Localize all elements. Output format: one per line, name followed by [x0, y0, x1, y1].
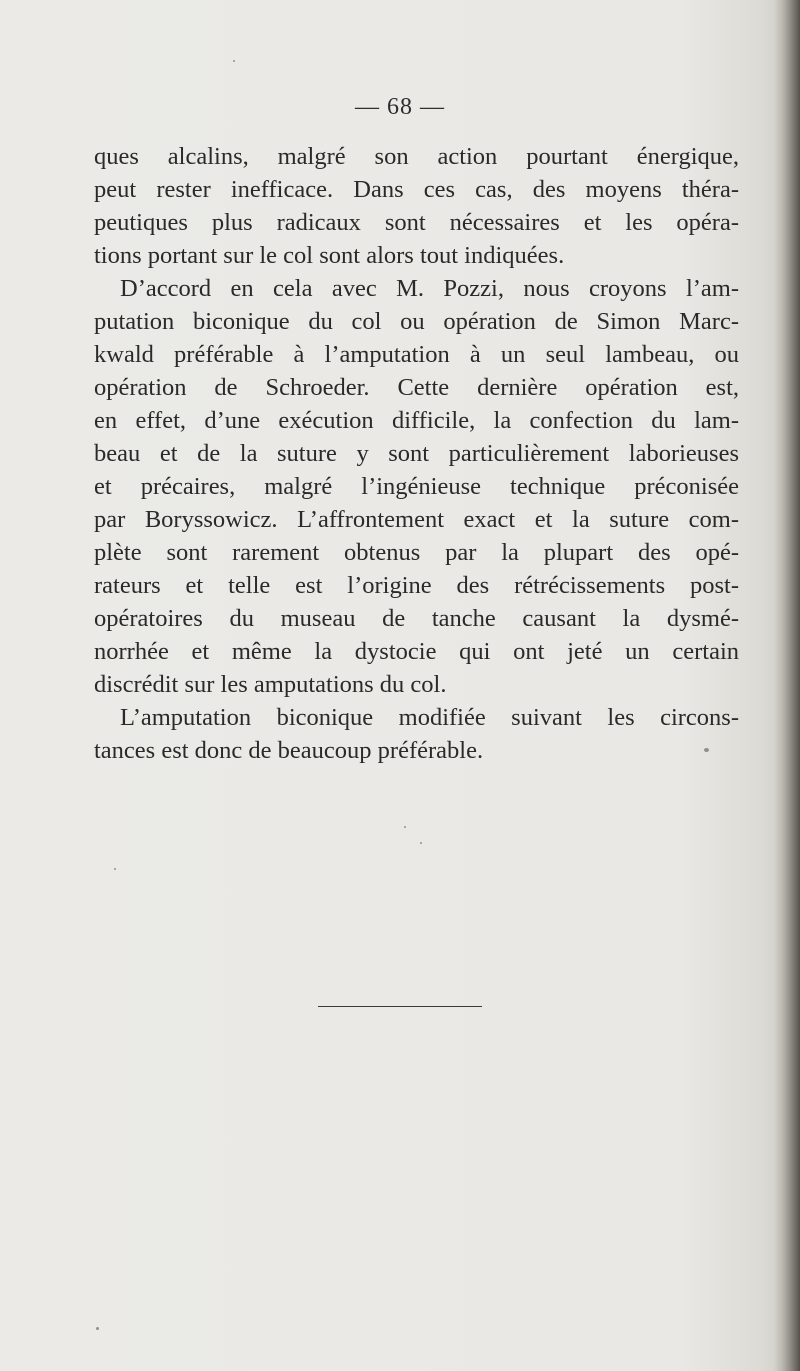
scan-speck	[704, 748, 709, 752]
text-line: tions portant sur le col sont alors tout indiquées.	[94, 242, 565, 269]
text-line: beau et de la suture y sont particulièrement laborieuses	[94, 440, 739, 467]
text-line: par Boryssowicz. L’affrontement exact et la suture com-	[94, 506, 739, 533]
scan-speck	[420, 842, 422, 844]
text-line: rateurs et telle est l’origine des rétrécissements post-	[94, 572, 739, 599]
text-line: tances est donc de beaucoup préférable.	[94, 737, 484, 764]
text-line: opératoires du museau de tanche causant la dysmé-	[94, 605, 739, 632]
binding-edge	[774, 0, 800, 1371]
text-line: discrédit sur les amputations du col.	[94, 671, 447, 698]
text-line: kwald préférable à l’amputation à un seul lambeau, ou	[94, 341, 739, 368]
text-line: peutiques plus radicaux sont nécessaires et les opéra-	[94, 209, 739, 236]
text-line: en effet, d’une exécution difficile, la confection du lam-	[94, 407, 739, 434]
text-line: norrhée et même la dystocie qui ont jeté un certain	[94, 638, 739, 665]
scan-speck	[404, 826, 406, 828]
text-line: plète sont rarement obtenus par la plupart des opé-	[94, 539, 739, 566]
text-line: putation biconique du col ou opération de Simon Marc-	[94, 308, 739, 335]
text-line: et précaires, malgré l’ingénieuse technique préconisée	[94, 473, 739, 500]
scan-speck	[96, 1327, 99, 1330]
body-text	[94, 140, 739, 767]
section-rule	[318, 1006, 482, 1007]
text-line: L’amputation biconique modifiée suivant les circons-	[120, 704, 739, 731]
text-line: peut rester inefficace. Dans ces cas, des moyens théra-	[94, 176, 739, 203]
scan-speck	[114, 868, 116, 870]
page-number: — 68 —	[355, 94, 445, 120]
text-line: ques alcalins, malgré son action pourtant énergique,	[94, 143, 739, 170]
text-line: D’accord en cela avec M. Pozzi, nous croyons l’am-	[120, 275, 739, 302]
text-line: opération de Schroeder. Cette dernière opération est,	[94, 374, 739, 401]
scan-speck	[233, 60, 235, 62]
